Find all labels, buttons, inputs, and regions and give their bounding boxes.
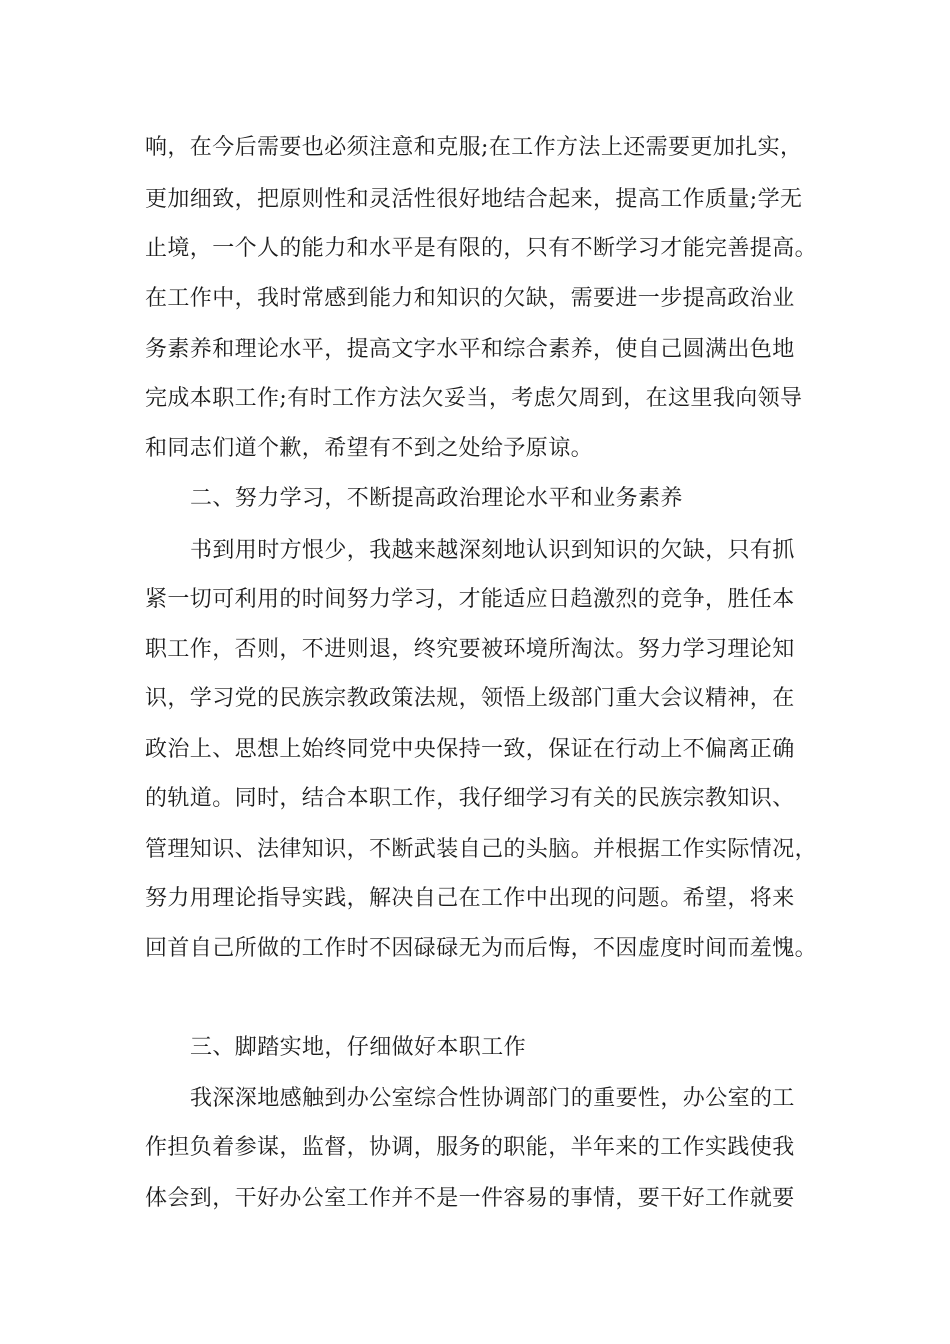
- paragraph-line: 务素养和理论水平，提高文字水平和综合素养，使自己圆满出色地: [145, 337, 795, 362]
- paragraph-line: 职工作，否则，不进则退，终究要被环境所淘汰。努力学习理论知: [145, 637, 795, 662]
- paragraph-line: 政治上、思想上始终同党中央保持一致，保证在行动上不偏离正确: [145, 737, 795, 762]
- paragraph-line: 止境，一个人的能力和水平是有限的，只有不断学习才能完善提高。: [145, 236, 818, 261]
- paragraph-line: 响，在今后需要也必须注意和克服;在工作方法上还需要更加扎实，: [145, 135, 803, 160]
- paragraph-line: 紧一切可利用的时间努力学习，才能适应日趋激烈的竞争，胜任本: [145, 587, 795, 612]
- paragraph-line: 回首自己所做的工作时不因碌碌无为而后悔，不因虚度时间而羞愧。: [145, 936, 818, 961]
- paragraph-line: 作担负着参谋，监督，协调，服务的职能，半年来的工作实践使我: [145, 1135, 795, 1160]
- paragraph-line: 完成本职工作;有时工作方法欠妥当，考虑欠周到，在这里我向领导: [145, 386, 803, 411]
- section-heading: 三、脚踏实地，仔细做好本职工作: [190, 1035, 527, 1060]
- paragraph-line: 体会到，干好办公室工作并不是一件容易的事情，要干好工作就要: [145, 1186, 795, 1211]
- paragraph-line: 书到用时方恨少，我越来越深刻地认识到知识的欠缺，只有抓: [190, 538, 795, 563]
- section-heading: 二、努力学习，不断提高政治理论水平和业务素养: [190, 486, 683, 511]
- paragraph-line: 在工作中，我时常感到能力和知识的欠缺，需要进一步提高政治业: [145, 286, 795, 311]
- paragraph-line: 努力用理论指导实践，解决自己在工作中出现的问题。希望，将来: [145, 886, 795, 911]
- paragraph-line: 识，学习党的民族宗教政策法规，领悟上级部门重大会议精神，在: [145, 686, 795, 711]
- paragraph-line: 管理知识、法律知识，不断武装自己的头脑。并根据工作实际情况，: [145, 837, 818, 862]
- paragraph-line: 和同志们道个歉，希望有不到之处给予原谅。: [145, 436, 594, 461]
- paragraph-line: 我深深地感触到办公室综合性协调部门的重要性，办公室的工: [190, 1086, 795, 1111]
- paragraph-line: 的轨道。同时，结合本职工作，我仔细学习有关的民族宗教知识、: [145, 786, 795, 811]
- paragraph-line: 更加细致，把原则性和灵活性很好地结合起来，提高工作质量;学无: [145, 187, 803, 212]
